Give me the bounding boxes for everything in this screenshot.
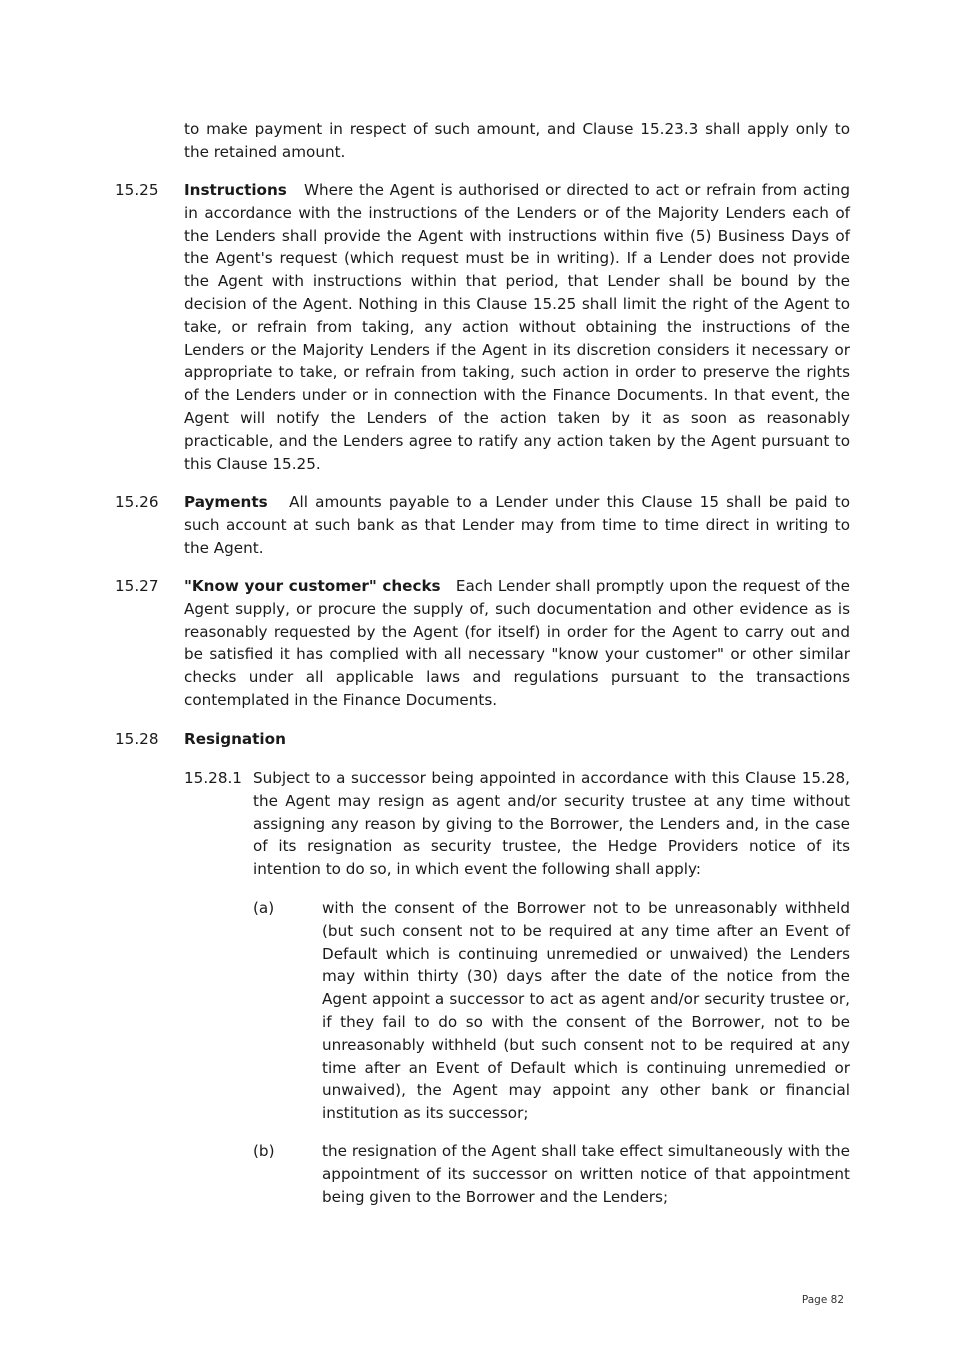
clause-heading: Instructions xyxy=(184,181,287,199)
clause-number-15-27: 15.27 xyxy=(115,577,159,595)
item-label-a: (a) xyxy=(253,899,275,917)
clause-heading: Payments xyxy=(184,493,268,511)
clause-15-25-paragraph xyxy=(184,179,850,475)
intro-paragraph: to make payment in respect of such amount, and Clause 15.23.3 shall apply only to the retained amount. xyxy=(184,120,850,161)
clause-number-15-26: 15.26 xyxy=(115,493,159,511)
clause-body: All amounts payable to a Lender under this Clause 15 shall be paid to such account at such bank as that Lender may from time to time direct in writing to the Agent. xyxy=(184,493,850,557)
clause-heading: "Know your customer" checks xyxy=(184,577,441,595)
clause-15-27-paragraph xyxy=(184,575,850,712)
clause-15-28-heading-line xyxy=(184,728,850,751)
item-label-b: (b) xyxy=(253,1142,275,1160)
clause-body: Each Lender shall promptly upon the request of the Agent supply, or procure the supply of, such documentation and other evidence as is reasonably requested by the Agent (for itself) in order for the Agent to carry out and be satisfied it has complied with all necessary "know your customer" or other similar checks under all applicable laws and regulations pursuant to the transactions contemplated in the Finance Documents. xyxy=(184,577,851,709)
clause-heading: Resignation xyxy=(184,730,286,748)
clause-number-15-28: 15.28 xyxy=(115,730,159,748)
item-b-paragraph: the resignation of the Agent shall take effect simultaneously with the appointment of its successor on written notice of that appointment being given to the Borrower and the Lenders; xyxy=(322,1142,850,1206)
clause-body: Where the Agent is authorised or directed to act or refrain from acting in accordance with the instructions of the Lenders or of the Majority Lenders each of the Lenders shall provide the Agent with instructions within five (5) Business Days of the Agent's request (which request must be in writing). If a Lender does not provide the Agent with instructions within that period, that Lender shall be bound by the decision of the Agent. Nothing in this Clause 15.25 shall limit the right of the Agent to take, or refrain from taking, any action without obtaining the instructions of the Lenders or the Majority Lenders if the Agent in its discretion considers it necessary or appropriate to take, or refrain from taking, such action in order to preserve the rights of the Lenders under or in connection with the Finance Documents. In that event, the Agent will notify the Lenders of the action taken by it as soon as reasonably practicable, and the Lenders agree to ratify any action taken by the Agent pursuant to this Clause 15.25. xyxy=(184,181,851,473)
subclause-number: 15.28.1 xyxy=(184,769,242,787)
item-a-paragraph: with the consent of the Borrower not to be unreasonably withheld (but such consent not to be required at any time after an Event of Default which is continuing unremedied or unwaived) the Lenders may within thirty (30) days after the date of the notice from the Agent appoint a successor to act as agent and/or security trustee or, if they fail to do so with the consent of the Borrower, not to be unreasonably withheld (but such consent not to be required at any time after an Event of Default which is continuing unremedied or unwaived), the Agent may appoint any other bank or financial institution as its successor; xyxy=(322,899,850,1123)
clause-15-26-paragraph xyxy=(184,491,850,559)
page-number: Page 82 xyxy=(801,1294,844,1306)
clause-number-15-25: 15.25 xyxy=(115,181,159,199)
subclause-paragraph: Subject to a successor being appointed in accordance with this Clause 15.28, the Agent may resign as agent and/or security trustee at any time without assigning any reason by giving to the Borrower, the Lenders and, in the case of its resignation as security trustee, the Hedge Providers notice of its intention to do so, in which event the following shall apply: xyxy=(253,769,850,879)
